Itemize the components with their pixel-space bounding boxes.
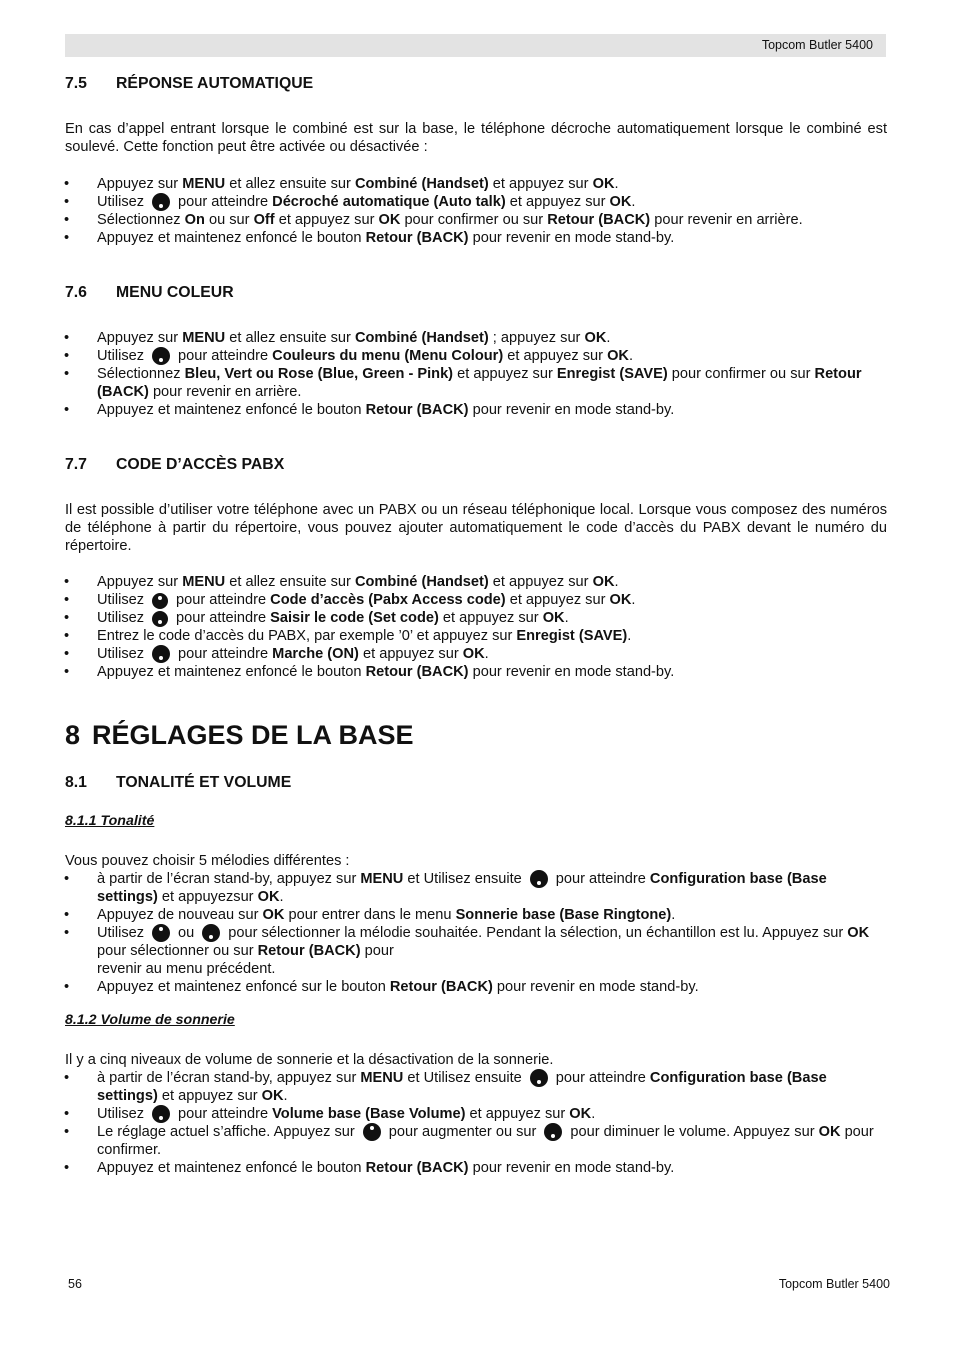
list-item: • Utilisez pour atteindre Volume base (Base Volume) et appuyez sur OK.: [0, 1105, 887, 1123]
chapter-number: 8: [65, 720, 81, 750]
nav-down-key-icon: [152, 645, 170, 663]
page-header-bar: [65, 34, 886, 57]
header-running-title: Topcom Butler 5400: [761, 38, 873, 52]
nav-down-key-icon: [544, 1123, 562, 1141]
list-item: • Utilisez pour atteindre Saisir le code (Set code) et appuyez sur OK.: [0, 609, 887, 627]
nav-down-key-icon: [202, 924, 220, 942]
section-number: 7.6: [65, 284, 87, 301]
chapter-title: RÉGLAGES DE LA BASE: [92, 720, 414, 750]
nav-down-key-icon: [152, 611, 168, 627]
list-item: • Appuyez sur MENU et allez ensuite sur Combiné (Handset) ; appuyez sur OK.: [0, 329, 887, 347]
section-7-5-intro: En cas d’appel entrant lorsque le combiné est sur la base, le téléphone décroche automatiquement lorsque le combiné est soulevé. Cette fonction peut être activée ou désactivée :: [65, 121, 887, 155]
list-item: • Utilisez pour atteindre Couleurs du menu (Menu Colour) et appuyez sur OK.: [0, 347, 887, 365]
list-item: • Appuyez sur MENU et allez ensuite sur Combiné (Handset) et appuyez sur OK.: [0, 175, 887, 193]
list-item: • Le réglage actuel s’affiche. Appuyez sur pour augmenter ou sur pour diminuer le volume. Appuyez sur OK pour confirmer.: [0, 1123, 887, 1159]
section-7-7-steps: [0, 573, 887, 681]
section-7-6-steps: [0, 329, 887, 419]
subsection-8-1-1-intro: Vous pouvez choisir 5 mélodies différentes :: [65, 853, 350, 869]
list-item: • Appuyez et maintenez enfoncé le bouton Retour (BACK) pour revenir en mode stand-by.: [0, 663, 887, 681]
list-item: • Utilisez pour atteindre Marche (ON) et appuyez sur OK.: [0, 645, 887, 663]
section-number: 8.1: [65, 774, 87, 791]
list-item: • Appuyez de nouveau sur OK pour entrer dans le menu Sonnerie base (Base Ringtone).: [0, 906, 887, 924]
section-7-7-intro: Il est possible d’utiliser votre téléphone avec un PABX ou un réseau téléphonique local. Lorsque vous composez des numéros de téléphone à partir du répertoire, vous pouvez ajouter automatiquement le code d’accès du PABX devant le numéro du répertoire.: [65, 502, 887, 554]
list-item: • Appuyez et maintenez enfoncé le bouton Retour (BACK) pour revenir en mode stand-by.: [0, 1159, 887, 1177]
section-title: RÉPONSE AUTOMATIQUE: [116, 75, 314, 92]
section-7-6-heading: [65, 284, 234, 302]
nav-up-key-icon: [152, 924, 170, 942]
section-title: MENU COLEUR: [116, 284, 234, 301]
list-item: • Appuyez et maintenez enfoncé le bouton Retour (BACK) pour revenir en mode stand-by.: [0, 401, 887, 419]
nav-down-key-icon: [152, 347, 170, 365]
list-item: • à partir de l’écran stand-by, appuyez sur MENU et Utilisez ensuite pour atteindre Configuration base (Base settings) et appuyez sur OK.: [0, 1069, 887, 1105]
list-item: • Utilisez ou pour sélectionner la mélodie souhaitée. Pendant la sélection, un échantillon est lu. Appuyez sur OK pour sélectionner ou sur Retour (BACK) pour revenir au menu précédent.: [0, 924, 887, 978]
list-item: • Sélectionnez On ou sur Off et appuyez sur OK pour confirmer ou sur Retour (BACK) pour revenir en arrière.: [0, 211, 887, 229]
nav-down-key-icon: [152, 1105, 170, 1123]
list-item: • Utilisez pour atteindre Code d’accès (Pabx Access code) et appuyez sur OK.: [0, 591, 887, 609]
footer-title: Topcom Butler 5400: [778, 1277, 890, 1291]
nav-down-key-icon: [530, 870, 548, 888]
nav-up-key-icon: [152, 593, 168, 609]
subsection-8-1-2-intro: Il y a cinq niveaux de volume de sonnerie et la désactivation de la sonnerie.: [65, 1052, 554, 1068]
nav-down-key-icon: [152, 193, 170, 211]
chapter-8-heading: [65, 720, 414, 751]
subsection-8-1-2-steps: [0, 1069, 887, 1177]
section-8-1-heading: [65, 774, 291, 792]
subsection-8-1-2-heading: 8.1.2 Volume de sonnerie: [65, 1012, 235, 1028]
section-7-5-heading: [65, 75, 313, 93]
list-item: • Entrez le code d’accès du PABX, par exemple ’0’ et appuyez sur Enregist (SAVE).: [0, 627, 887, 645]
footer-page-number: 56: [68, 1277, 82, 1291]
list-item: • Appuyez sur MENU et allez ensuite sur Combiné (Handset) et appuyez sur OK.: [0, 573, 887, 591]
section-7-7-heading: [65, 456, 284, 474]
section-title: CODE D’ACCÈS PABX: [116, 456, 285, 473]
section-title: TONALITÉ ET VOLUME: [116, 774, 292, 791]
section-number: 7.7: [65, 456, 87, 473]
section-7-5-steps: [0, 175, 887, 247]
subsection-8-1-1-steps: [0, 870, 887, 996]
nav-down-key-icon: [530, 1069, 548, 1087]
list-item: • Sélectionnez Bleu, Vert ou Rose (Blue, Green - Pink) et appuyez sur Enregist (SAVE) pour confirmer ou sur Retour (BACK) pour revenir en arrière.: [0, 365, 887, 401]
list-item: • Appuyez et maintenez enfoncé le bouton Retour (BACK) pour revenir en mode stand-by.: [0, 229, 887, 247]
subsection-8-1-1-heading: 8.1.1 Tonalité: [65, 813, 155, 829]
list-item: • Appuyez et maintenez enfoncé sur le bouton Retour (BACK) pour revenir en mode stand-by.: [0, 978, 887, 996]
list-item: • à partir de l’écran stand-by, appuyez sur MENU et Utilisez ensuite pour atteindre Configuration base (Base settings) et appuyezsur OK.: [0, 870, 887, 906]
nav-up-key-icon: [363, 1123, 381, 1141]
list-item: • Utilisez pour atteindre Décroché automatique (Auto talk) et appuyez sur OK.: [0, 193, 887, 211]
section-number: 7.5: [65, 75, 87, 92]
